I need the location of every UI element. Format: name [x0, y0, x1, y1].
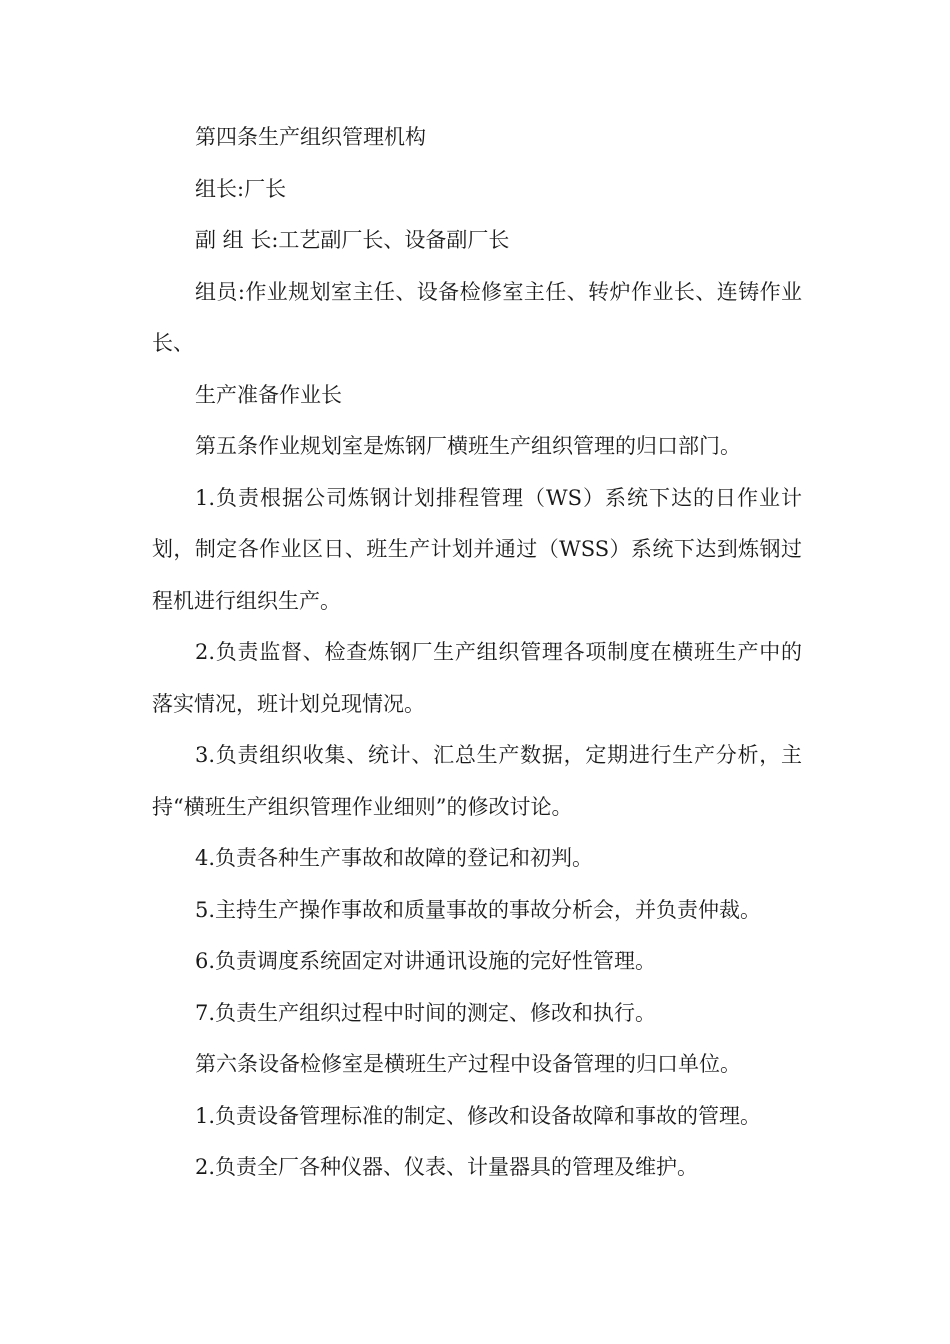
members-line: 组员:作业规划室主任、设备检修室主任、转炉作业长、连铸作业长、 — [152, 279, 802, 355]
article-6-heading: 第六条设备检修室是横班生产过程中设备管理的归口单位。 — [195, 1052, 741, 1076]
article-5-heading: 第五条作业规划室是炼钢厂横班生产组织管理的归口部门。 — [195, 434, 741, 458]
article-5-item-4: 4.负责各种生产事故和故障的登记和初判。 — [195, 846, 594, 870]
article-6-item-1: 1.负责设备管理标准的制定、修改和设备故障和事故的管理。 — [195, 1103, 762, 1128]
article-5-item-1: 1.负责根据公司炼钢计划排程管理（WS）系统下达的日作业计划，制定各作业区日、班生产计划并通过（WSS）系统下达到炼钢过程机进行组织生产。 — [152, 485, 802, 613]
article-4-heading: 第四条生产组织管理机构 — [195, 125, 426, 149]
article-5-item-6: 6.负责调度系统固定对讲通讯设施的完好性管理。 — [195, 949, 657, 973]
members-continued-line: 生产准备作业长 — [195, 382, 342, 407]
article-5-item-2: 2.负责监督、检查炼钢厂生产组织管理各项制度在横班生产中的落实情况，班计划兑现情况。 — [152, 640, 802, 716]
article-5-item-3: 3.负责组织收集、统计、汇总生产数据，定期进行生产分析，主持“横班生产组织管理作业细则”的修改讨论。 — [152, 743, 802, 819]
group-leader-line: 组长:厂长 — [195, 176, 287, 201]
article-6-item-2: 2.负责全厂各种仪器、仪表、计量器具的管理及维护。 — [195, 1155, 699, 1179]
deputy-leader-line: 副 组 长:工艺副厂长、设备副厂长 — [195, 228, 510, 252]
article-5-item-7: 7.负责生产组织过程中时间的测定、修改和执行。 — [195, 1000, 657, 1025]
article-5-item-5: 5.主持生产操作事故和质量事故的事故分析会，并负责仲裁。 — [195, 897, 762, 922]
document-body — [152, 112, 802, 1194]
